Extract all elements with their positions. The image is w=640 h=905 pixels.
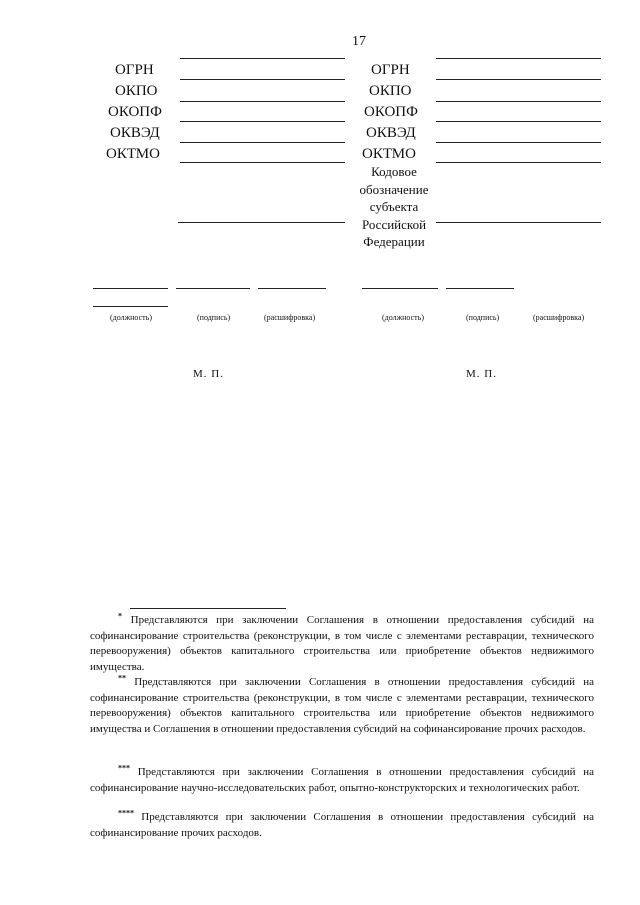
left-code-okved: ОКВЭД (110, 125, 160, 141)
right-signature-line (446, 288, 514, 289)
footnote-3 (90, 765, 594, 796)
right-field-okved (436, 142, 601, 143)
right-code-okopf: ОКОПФ (364, 104, 418, 120)
right-field-line-0 (436, 58, 601, 59)
right-field-okopf (436, 121, 601, 122)
left-code-okopf: ОКОПФ (108, 104, 162, 120)
right-field-subject (436, 222, 601, 223)
left-field-okved (180, 142, 345, 143)
footnote-mark: * (118, 611, 122, 621)
left-field-line-0 (180, 58, 345, 59)
left-field-okpo (180, 101, 345, 102)
subject-code-line: Российской (361, 216, 427, 232)
left-signature-caption: (подпись) (197, 313, 231, 322)
page-number: 17 (352, 34, 366, 49)
left-field-okopf (180, 121, 345, 122)
right-decoding-caption: (расшифровка) (533, 313, 585, 322)
right-position-caption: (должность) (382, 313, 424, 322)
footnote-text: Представляются при заключении Соглашения в отношении предоставления субсидий на софинансирование строительства (реконструкции, в том числе с элементами реставрации, технического перевооружения) объектов капитального строительства или приобретение объектов недвижимого имущества. (90, 614, 594, 673)
subject-code-line: обозначение (359, 181, 429, 197)
footnote-2 (90, 675, 594, 737)
footnote-separator (130, 608, 286, 609)
footnote-mark: *** (118, 763, 130, 773)
right-field-okpo (436, 101, 601, 102)
footnote-4 (90, 810, 594, 841)
subject-code-line: Кодовое (371, 164, 417, 179)
subject-code-line: субъекта (369, 199, 419, 214)
footnote-1 (90, 613, 594, 675)
left-decoding-caption: (расшифровка) (264, 313, 316, 322)
footnote-text: Представляются при заключении Соглашения в отношении предоставления субсидий на софинансирование прочих расходов. (90, 811, 595, 839)
footnote-mark: **** (118, 808, 134, 818)
right-code-oktmo: ОКТМО (362, 146, 416, 162)
left-field-oktmo (180, 162, 345, 163)
stamp-right: М. П. (466, 368, 497, 380)
left-field-subject (178, 222, 345, 223)
right-signature-caption: (подпись) (466, 313, 500, 322)
left-signature-line (176, 288, 250, 289)
left-code-ogrn: ОГРН (115, 62, 154, 78)
footnote-text: Представляются при заключении Соглашения в отношении предоставления субсидий на софинансирование строительства (реконструкции, в том числе с элементами реставрации, технического перевооружения) объектов капитального строительства или приобретение объектов недвижимого имущества и Соглашения в отношении предоставления субсидий на софинансирование прочих расходов. (90, 676, 595, 735)
left-code-okpo: ОКПО (115, 83, 158, 99)
subject-code-label (344, 163, 444, 251)
left-position-caption: (должность) (110, 313, 152, 322)
left-position-line-2 (93, 306, 168, 307)
right-code-okpo: ОКПО (369, 83, 412, 99)
subject-code-line: Федерации (363, 234, 425, 249)
footnote-text: Представляются при заключении Соглашения в отношении предоставления субсидий на софинансирование научно-исследовательских работ, опытно-конструкторских и технологических работ. (90, 766, 594, 794)
stamp-left: М. П. (193, 368, 224, 380)
left-code-oktmo: ОКТМО (106, 146, 160, 162)
left-position-line (93, 288, 168, 289)
right-position-line (362, 288, 438, 289)
left-decoding-line (258, 288, 326, 289)
footnote-mark: ** (118, 673, 126, 683)
right-field-ogrn (436, 79, 601, 80)
left-field-ogrn (180, 79, 345, 80)
right-code-okved: ОКВЭД (366, 125, 416, 141)
right-field-oktmo (436, 162, 601, 163)
right-code-ogrn: ОГРН (371, 62, 410, 78)
